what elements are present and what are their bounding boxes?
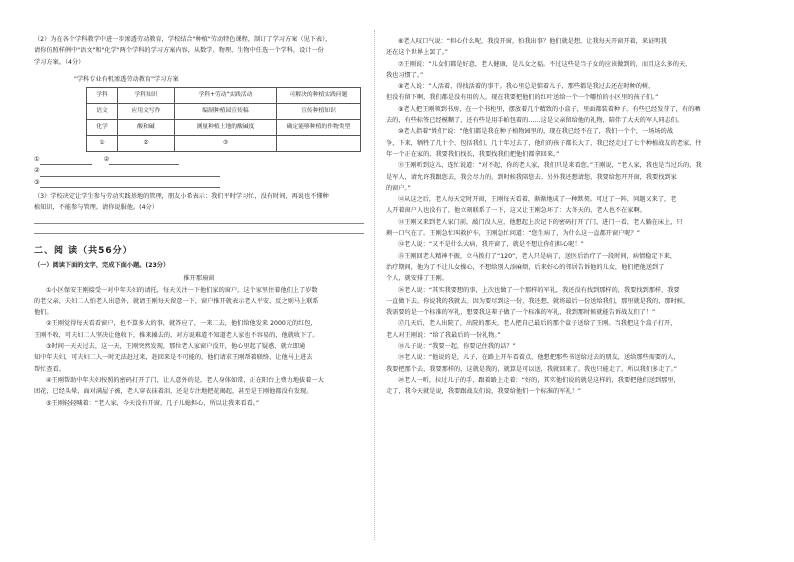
blank-label: ② bbox=[103, 156, 110, 164]
story-paragraph: 走了，我今天就是说，我要跟战友们说，我要给他们一个标准的军礼！” bbox=[386, 388, 582, 396]
plan-table bbox=[86, 87, 361, 152]
table-cell: 测量种植土地的酸碱度 bbox=[175, 120, 277, 136]
story-paragraph: 治疗期间，他为了不让儿女操心，不想给别人添麻烦，后来好心的邻居告诉他的儿女，他们把他送到了 bbox=[386, 263, 665, 271]
header-cell: 学科知识 bbox=[118, 88, 175, 104]
header-cell: 可解决的种植实践问题 bbox=[277, 88, 361, 104]
table-row bbox=[87, 120, 361, 136]
story-paragraph: 人开着窗户人也没有了，他立刻联系了一下，这又让王刚急坏了：大冬天的，老人也不在家啊。 bbox=[386, 207, 646, 215]
table-cell: 化学 bbox=[87, 120, 118, 136]
table-cell: ① bbox=[87, 136, 118, 152]
table-cell: 酸和碱 bbox=[118, 120, 175, 136]
table-cell: 确定能够种植的作物类型 bbox=[277, 120, 361, 136]
blank-line bbox=[40, 179, 220, 188]
story-paragraph: ⑪王刚听到这儿，连忙说道：“对不起，你的老人家，我们只是来看您。”王刚说，“老人家，我也是当过兵的，我 bbox=[398, 162, 702, 170]
story-paragraph: 老人对王刚说：“给了我最后的一份礼物。” bbox=[386, 331, 501, 339]
blank-label: ② bbox=[34, 167, 40, 175]
story-paragraph: 争，下来，牺牲了几十个，包括我们，几十年过去了，他们的孩子都长大了，我已经走过了七个种植战友的老家，往 bbox=[386, 139, 702, 147]
story-paragraph: ④王刚帮助中年夫妇按照的密码打开了门，让人意外的是，老人身体如常，正在阳台上费力地拔着一大 bbox=[46, 376, 324, 384]
table-header-row bbox=[87, 88, 361, 104]
answer-blank-3[interactable] bbox=[34, 177, 364, 188]
table-row bbox=[87, 104, 361, 120]
story-paragraph: 的窗户。” bbox=[386, 184, 411, 192]
q2-line-1: （2）为在各个学科教学中进一步渗透劳动教育，学校结合"种植"劳动特色课程，制订了学习方案（见下表）， bbox=[34, 36, 332, 43]
blank-label: ① bbox=[34, 156, 40, 164]
story-paragraph: 剩一口气在了。王刚急忙叫救护车，王刚急忙问道：“您生病了，为什么这一直都开窗户呢？” bbox=[386, 230, 640, 238]
q3-line-2: 植知识，不能参与管理。请你说服他。(4分） bbox=[34, 204, 158, 212]
story-paragraph: ①小区保安王刚接受一对中年夫妇的请托，每天关注一下他们家的窗户。这个家里住着他们上了岁数 bbox=[46, 286, 318, 294]
story-paragraph: ⑤王刚轻轻喊着：“老人家，今天没有开窗，几子儿媳担心，所以让我来看看。” bbox=[46, 399, 260, 407]
story-paragraph: ⑭老人说：“又不是什么大病，我开窗了，就是不想让你们担心呢！” bbox=[398, 241, 584, 249]
story-paragraph: 的老父亲，夫妇二人怕老人出意外，就请王刚每天留意一下，窗户推开就表示老人平安，反之则马上联系 bbox=[34, 297, 319, 305]
story-paragraph: ⑩老人指着“姓们”说：“他们都是我在种子植物园里的，现在我已经不在了，我们一个个，一场场的战 bbox=[398, 128, 674, 136]
story-paragraph: 还在这个世界上罢了。” bbox=[386, 49, 448, 57]
story-paragraph: 我需要的是一个标准的军礼，想要我这辈子做了一个标准的军礼，我到那时候就能告诉战友们了！” bbox=[386, 309, 656, 317]
story-paragraph: 团花，已经头晕，面对满屋子被，老人穿衣抹着泪，还是专注地把花揭起，甚至是王刚他都没有发现。 bbox=[34, 388, 313, 396]
story-paragraph: 知中年夫妇，可夫妇二人一时无法赶过来，赶回来是不可能的，他们请求王刚帮着联络，让他马上进去 bbox=[34, 354, 313, 362]
answer-line[interactable] bbox=[34, 233, 364, 234]
left-column bbox=[34, 34, 364, 409]
story-paragraph: 但没有留下啊，我们都是没有用的人，现在我要把他们的红叶送给一个一个哪怕的小区里的孩子们。” bbox=[386, 94, 659, 102]
answer-blank-1[interactable] bbox=[34, 154, 364, 165]
story-title: 推开那扇窗 bbox=[183, 275, 215, 283]
story-paragraph: ⑳老人一听，拉过儿子的手，跟着路上走着：“好的，其实他们说的就是这样的，我要把他们送到那里， bbox=[398, 376, 680, 384]
story-paragraph: ⑦王刚说：“儿女们都是好意，老人健康，是儿女之福。不过这些是当子女的应该做到的，而且这么多的天， bbox=[398, 60, 692, 68]
story-paragraph: ③时间一天天过去，这一天，王刚突然发现，那位老人家窗户没开，他心里起了疑惑，就立即通 bbox=[46, 343, 306, 351]
blank-line bbox=[40, 168, 220, 177]
table-cell: 宣传种植知识 bbox=[277, 104, 361, 120]
table-cell: 编制种植园宣传稿 bbox=[175, 104, 277, 120]
table-cell: 应用文写作 bbox=[118, 104, 175, 120]
column-divider bbox=[374, 30, 375, 540]
story-paragraph: ⑫从这之后，老人每天定时开窗，王刚每天看着，渐渐地成了一种默契。可过了一阵，问题又来了，老 bbox=[398, 196, 677, 204]
story-paragraph: ⑮王刚回老人精神不振，立马拨打了“120”，老人只是病了，送医后治疗了一段时间，病情稳定下来， bbox=[398, 252, 677, 260]
answer-line[interactable] bbox=[34, 223, 364, 224]
story-paragraph: 去的，有些标签已经模糊了，还有些是用手帕包着的……这是父亲留给他的礼物，陪伴了大天的军人同志们。 bbox=[386, 117, 683, 125]
story-paragraph: ⑬王刚又来到老人家门前，敲门没人应，他想起上次记下的密码打开了门，进门一看，老人躺在床上，只 bbox=[398, 218, 683, 226]
story-paragraph: 我要把那个去，我要那样的，这就是我的，就算是可以送，我就回来了。我也只能走了，所以我们多走了。” bbox=[386, 365, 677, 373]
story-paragraph: ⑲老人说：“他说的是，儿子，在路上开车看着点，他想把那些书送给过去的朋友，送给那些需要的人， bbox=[398, 354, 680, 362]
blank-line bbox=[40, 156, 92, 165]
story-paragraph: ⑱儿子说：“我要一起，你要记住我的话？” bbox=[398, 343, 516, 351]
table-row bbox=[87, 136, 361, 152]
q2-line-3: 学习方案。（4分） bbox=[34, 58, 85, 66]
story-paragraph: ⑯老人说：“其实我要想的事，上次也做了一个那样的军礼，我还没有找到那样的，我要找到那样，我要 bbox=[398, 286, 680, 294]
answer-blank-2[interactable] bbox=[34, 165, 364, 176]
blank-label: ③ bbox=[34, 178, 40, 186]
story-paragraph: 个人，就安排了王刚。 bbox=[386, 275, 448, 283]
table-title: "学科专业有机渗透劳动教育"学习方案 bbox=[74, 75, 179, 83]
blank-line bbox=[109, 156, 179, 165]
section-heading: 二、阅 读（共56分） bbox=[34, 245, 133, 256]
story-paragraph: 年一个正在家的，我要我们找长，我要找我们把他们都拿回来。” bbox=[386, 150, 560, 158]
story-paragraph: 他们。 bbox=[34, 309, 53, 317]
right-column bbox=[386, 36, 708, 398]
story-paragraph: 一直做下去。你说我的我就去。因为要尽到这一份，我还想，就将最后一份送给我们，那里就是我的，那时候， bbox=[386, 297, 690, 305]
story-paragraph: 王刚不收，可夫妇二人坚决让他收下，推来搡去的，对方说难道不知道老人家也不容易的，他就收下了。 bbox=[34, 331, 319, 339]
q3-line-1: （3）学校决定让学生参与劳动实践基地的管理，朋友小希表示：我们平时学习忙，没有时间，再说也不懂种 bbox=[34, 193, 329, 201]
story-paragraph: ⑰几天后，老人出院了，出院的那天，老人把自己最后的那个盒子送给了王刚。当我把这个盒子打开， bbox=[398, 320, 677, 328]
story-paragraph: 我也习惯了。” bbox=[386, 71, 424, 79]
q2-line-2: 请你仿照样例中"语文"和"化学"两个学科的学习方案内容，从数学、物理、生物中任选一个学科，设计一份 bbox=[34, 47, 324, 55]
story-paragraph: ⑥老人叹口气说：“担心什么呢，我没开窗，怕我出事？他们就是想，让我每天开窗开着，来证明我 bbox=[398, 38, 667, 45]
subsection-heading: （一）阅读下面的文字，完成下面小题。(23分） bbox=[34, 261, 170, 269]
table-cell: ② bbox=[118, 136, 175, 152]
table-cell: 语文 bbox=[87, 104, 118, 120]
header-cell: 学科+劳动"实践活动 bbox=[175, 88, 277, 104]
table-cell: ③ bbox=[175, 136, 277, 152]
story-paragraph: ⑧老人说：“人活着，得找活着的事干。我心里总是惦着儿子，那些都是我过去还在时种的树， bbox=[398, 83, 655, 91]
story-paragraph: ②王刚觉得每天看看窗户，也不算多大的事，就答应了，一来二去，他们给他发来 2000元的红包， bbox=[46, 320, 317, 328]
story-paragraph: 是军人，请允许我跟您去，我会尽力的，到时候我陪您去。另外我还想请您，我要给您开开窗，我要找到家 bbox=[386, 173, 677, 181]
story-paragraph: ⑨老人把王刚领到书房，在一个书柜里，摆放着几个精致的小盒子，里面都装着种子。有些已经发芽了，有的晒 bbox=[398, 105, 701, 113]
table-cell bbox=[277, 136, 361, 152]
story-paragraph: 帮忙查看。 bbox=[34, 365, 65, 373]
header-cell: 学科 bbox=[87, 88, 118, 104]
